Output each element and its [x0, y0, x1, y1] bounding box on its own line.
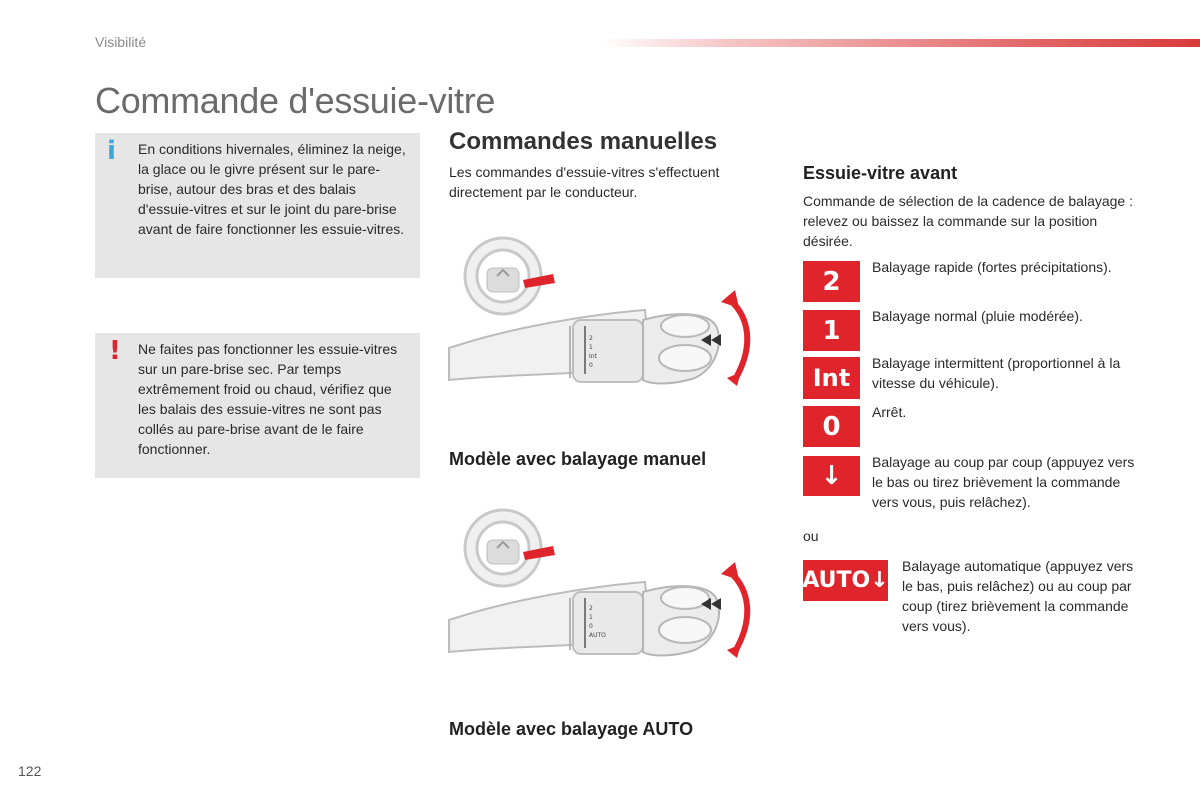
auto-badge: AUTO↓ — [803, 560, 888, 601]
info-note — [95, 133, 420, 278]
position-2-badge: 2 — [803, 261, 860, 302]
steering-wheel-icon — [465, 238, 555, 314]
lever-mark: 1 — [589, 344, 593, 351]
mode-description: Balayage intermittent (proportionnel à la vitesse du véhicule). — [872, 355, 1121, 391]
warning-note-text: Ne faites pas fonctionner les essuie-vitres sur un pare-brise sec. Par temps extrêmement froid ou chaud, vérifiez que les balais des essuie-vitres ne sont pas collés au pare-brise avant de le faire fonctionner. — [138, 341, 398, 457]
mode-description: Balayage au coup par coup (appuyez vers le bas ou tirez brièvement la commande vers vous, puis relâchez). — [872, 454, 1135, 510]
manual-controls-intro: Les commandes d'essuie-vitres s'effectuent directement par le conducteur. — [449, 164, 720, 200]
position-int-badge: Int — [803, 357, 860, 399]
front-wiper-heading: Essuie-vitre avant — [803, 163, 958, 183]
lever-mark: 0 — [589, 623, 593, 630]
lever-mark: 1 — [589, 614, 593, 621]
auto-model-caption: Modèle avec balayage AUTO — [449, 719, 694, 739]
manual-controls-heading: Commandes manuelles — [449, 128, 718, 155]
mode-description: Balayage normal (pluie modérée). — [872, 308, 1083, 324]
lever-mark: 2 — [589, 605, 593, 612]
section-label: Visibilité — [95, 34, 147, 50]
page-title: Commande d'essuie-vitre — [95, 80, 496, 121]
steering-wheel-icon — [465, 510, 555, 586]
manual-model-caption: Modèle avec balayage manuel — [449, 449, 707, 469]
mode-description: Balayage rapide (fortes précipitations). — [872, 259, 1112, 275]
warning-icon: ! — [109, 336, 121, 366]
position-1-badge: 1 — [803, 310, 860, 351]
or-label: ou — [803, 528, 819, 544]
info-note-text: En conditions hivernales, éliminez la neige, la glace ou le givre présent sur le pare-brise, autour des bras et des balais d'essuie-vitres et sur le joint du pare-brise avant de faire fonctionner les essuie-vitres. — [138, 141, 406, 237]
lever-mark: AUTO — [589, 632, 606, 639]
wiper-stalk-auto-illustration — [445, 500, 760, 670]
front-wiper-intro: Commande de sélection de la cadence de balayage : relevez ou baissez la commande sur la position désirée. — [803, 193, 1133, 249]
header-accent-bar — [600, 39, 1200, 47]
lever-mark: 0 — [589, 362, 593, 369]
wiper-stalk-manual-illustration — [445, 228, 760, 398]
mode-description: Arrêt. — [872, 404, 907, 420]
lever-mark: Int — [589, 353, 597, 360]
info-icon: i — [107, 136, 116, 166]
lever-mark: 2 — [589, 335, 593, 342]
page-number: 122 — [18, 763, 42, 779]
arrow-down-icon: ↓ — [803, 456, 860, 496]
position-0-badge: 0 — [803, 406, 860, 447]
mode-description: Balayage automatique (appuyez vers le bas, puis relâchez) ou au coup par coup (tirez brièvement la commande vers vous). — [902, 558, 1134, 634]
warning-note — [95, 333, 420, 478]
